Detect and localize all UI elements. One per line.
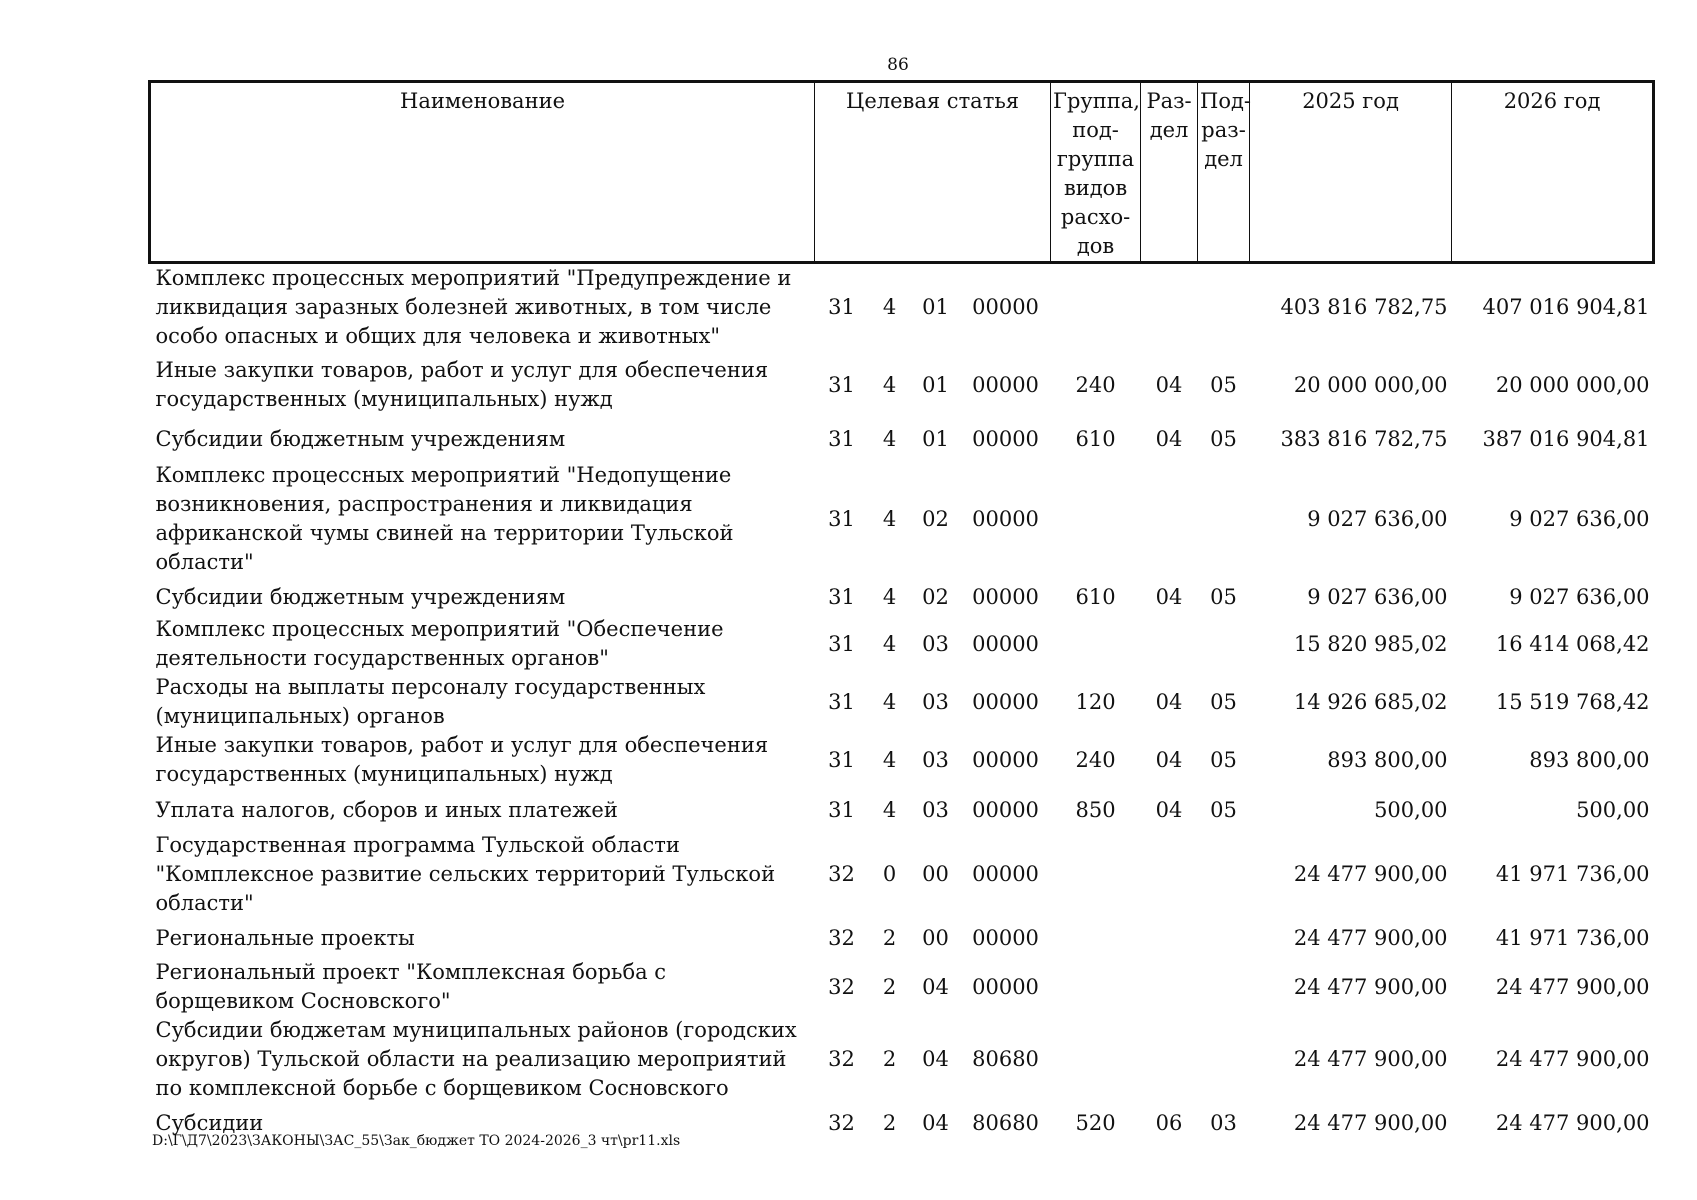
target-code-4: 00000 xyxy=(972,747,1039,772)
budget-table xyxy=(148,80,1655,1143)
target-code-1: 32 xyxy=(828,925,855,950)
target-code-3: 00 xyxy=(922,925,949,950)
row-name: Субсидии бюджетным учреждениям xyxy=(155,584,566,609)
target-code-3: 02 xyxy=(922,506,949,531)
amount-2025: 24 477 900,00 xyxy=(1293,974,1448,999)
header-year-2026: 2026 год xyxy=(1452,82,1654,263)
target-code-1: 31 xyxy=(828,295,855,319)
row-name: Субсидии бюджетам муниципальных районов (городских округов) Тульской области на реализацию мероприятий по комплексной борьбе с борщевиком Сосновского xyxy=(155,1018,797,1100)
target-code-3: 03 xyxy=(922,689,949,714)
table-row xyxy=(150,419,1654,459)
section-code: 04 xyxy=(1155,689,1183,714)
subsection-code: 05 xyxy=(1210,426,1237,451)
section-code: 04 xyxy=(1155,797,1183,822)
target-code-2: 2 xyxy=(882,1110,897,1135)
table-row xyxy=(150,263,1654,352)
page-number: 86 xyxy=(887,55,909,75)
amount-2025: 403 816 782,75 xyxy=(1280,295,1448,319)
row-name: Государственная программа Тульской области "Комплексное развитие сельских территорий Тульской области" xyxy=(155,833,776,915)
target-code-2: 4 xyxy=(882,426,897,451)
row-name: Субсидии бюджетным учреждениям xyxy=(155,426,566,451)
expense-group xyxy=(1051,831,1141,918)
header-name: Наименование xyxy=(150,82,815,263)
row-name: Иные закупки товаров, работ и услуг для обеспечения государственных (муниципальных) нужд xyxy=(155,733,769,786)
amount-2026: 24 477 900,00 xyxy=(1495,974,1650,999)
expense-group: 240 xyxy=(1075,747,1116,772)
section-code: 04 xyxy=(1155,426,1183,451)
row-name: Иные закупки товаров, работ и услуг для обеспечения государственных (муниципальных) нужд xyxy=(155,358,769,411)
section-code xyxy=(1141,459,1198,579)
subsection-code: 05 xyxy=(1210,747,1237,772)
amount-2026: 15 519 768,42 xyxy=(1495,689,1650,714)
amount-2026: 20 000 000,00 xyxy=(1495,372,1650,397)
amount-2025: 15 820 985,02 xyxy=(1293,631,1448,656)
amount-2025: 24 477 900,00 xyxy=(1293,925,1448,950)
section-code: 04 xyxy=(1155,584,1183,609)
expense-group xyxy=(1051,459,1141,579)
target-code-4: 00000 xyxy=(972,925,1039,950)
target-code-3: 04 xyxy=(922,974,949,999)
row-name: Комплекс процессных мероприятий "Недопущение возникновения, распространения и ликвидация африканской чумы свиней на территории Тульской области" xyxy=(155,463,734,574)
target-code-1: 31 xyxy=(828,689,855,714)
table-row xyxy=(150,918,1654,958)
target-code-3: 04 xyxy=(922,1110,949,1135)
row-name: Субсидии xyxy=(155,1110,264,1135)
target-code-2: 4 xyxy=(882,506,897,531)
row-name: Расходы на выплаты персоналу государственных (муниципальных) органов xyxy=(155,675,706,728)
amount-2025: 500,00 xyxy=(1374,797,1448,822)
expense-group xyxy=(1051,1016,1141,1103)
amount-2026: 500,00 xyxy=(1576,797,1650,822)
target-code-2: 4 xyxy=(882,689,897,714)
section-code xyxy=(1141,831,1198,918)
expense-group: 120 xyxy=(1075,689,1116,714)
target-code-2: 4 xyxy=(882,584,897,609)
target-code-4: 00000 xyxy=(972,584,1039,609)
target-code-1: 31 xyxy=(828,747,855,772)
target-code-2: 4 xyxy=(882,372,897,397)
subsection-code: 05 xyxy=(1210,584,1237,609)
target-code-3: 01 xyxy=(922,295,949,319)
subsection-code xyxy=(1198,918,1250,958)
target-code-2: 2 xyxy=(882,974,897,999)
target-code-4: 00000 xyxy=(972,862,1039,886)
amount-2025: 24 477 900,00 xyxy=(1293,862,1448,886)
section-code xyxy=(1141,918,1198,958)
target-code-2: 2 xyxy=(882,1047,897,1071)
section-code xyxy=(1141,263,1198,352)
amount-2025: 383 816 782,75 xyxy=(1280,426,1448,451)
row-name: Региональный проект "Комплексная борьба с борщевиком Сосновского" xyxy=(155,960,667,1013)
target-code-3: 04 xyxy=(922,1047,949,1071)
subsection-code: 05 xyxy=(1210,797,1237,822)
target-code-1: 32 xyxy=(828,974,855,999)
target-code-4: 00000 xyxy=(972,295,1039,319)
target-code-1: 31 xyxy=(828,426,855,451)
expense-group: 520 xyxy=(1075,1110,1116,1135)
expense-group: 850 xyxy=(1075,797,1116,822)
table-row xyxy=(150,673,1654,731)
expense-group xyxy=(1051,918,1141,958)
expense-group xyxy=(1051,615,1141,673)
row-name: Комплекс процессных мероприятий "Предупреждение и ликвидация заразных болезней животных, в том числе особо опасных и общих для человека и животных" xyxy=(155,266,792,348)
target-code-3: 03 xyxy=(922,797,949,822)
section-code xyxy=(1141,615,1198,673)
header-group: Группа, под-группа видов расхо-дов xyxy=(1051,82,1141,263)
header-section: Раз-дел xyxy=(1141,82,1198,263)
header-subsection: Под-раз-дел xyxy=(1198,82,1250,263)
amount-2026: 9 027 636,00 xyxy=(1509,506,1650,531)
target-code-2: 4 xyxy=(882,797,897,822)
table-row xyxy=(150,789,1654,831)
expense-group: 610 xyxy=(1075,584,1116,609)
amount-2026: 41 971 736,00 xyxy=(1495,925,1650,950)
amount-2025: 893 800,00 xyxy=(1327,747,1448,772)
section-code: 04 xyxy=(1155,747,1183,772)
subsection-code xyxy=(1198,459,1250,579)
subsection-code xyxy=(1198,263,1250,352)
target-code-1: 31 xyxy=(828,506,855,531)
header-target-article: Целевая статья xyxy=(815,82,1051,263)
amount-2026: 41 971 736,00 xyxy=(1495,862,1650,886)
row-name: Уплата налогов, сборов и иных платежей xyxy=(155,797,618,822)
table-row xyxy=(150,958,1654,1016)
table-row xyxy=(150,731,1654,789)
target-code-4: 00000 xyxy=(972,974,1039,999)
target-code-3: 03 xyxy=(922,747,949,772)
target-code-2: 4 xyxy=(882,747,897,772)
header-year-2025: 2025 год xyxy=(1250,82,1452,263)
target-code-2: 0 xyxy=(882,862,897,886)
expense-group: 240 xyxy=(1075,372,1116,397)
section-code: 06 xyxy=(1155,1110,1183,1135)
amount-2025: 24 477 900,00 xyxy=(1293,1047,1448,1071)
target-code-1: 31 xyxy=(828,797,855,822)
amount-2026: 24 477 900,00 xyxy=(1495,1110,1650,1135)
target-code-4: 00000 xyxy=(972,372,1039,397)
target-code-2: 4 xyxy=(882,631,897,656)
row-name: Комплекс процессных мероприятий "Обеспечение деятельности государственных органов" xyxy=(155,617,724,670)
section-code xyxy=(1141,1016,1198,1103)
amount-2025: 24 477 900,00 xyxy=(1293,1110,1448,1135)
subsection-code xyxy=(1198,615,1250,673)
table-row xyxy=(150,459,1654,579)
target-code-1: 31 xyxy=(828,584,855,609)
table-row xyxy=(150,831,1654,918)
target-code-4: 80680 xyxy=(972,1047,1039,1071)
amount-2025: 9 027 636,00 xyxy=(1307,584,1448,609)
subsection-code xyxy=(1198,958,1250,1016)
target-code-4: 00000 xyxy=(972,797,1039,822)
expense-group xyxy=(1051,958,1141,1016)
target-code-3: 01 xyxy=(922,426,949,451)
amount-2026: 16 414 068,42 xyxy=(1495,631,1650,656)
amount-2025: 20 000 000,00 xyxy=(1293,372,1448,397)
target-code-2: 2 xyxy=(882,925,897,950)
table-row xyxy=(150,579,1654,615)
target-code-3: 01 xyxy=(922,372,949,397)
target-code-3: 00 xyxy=(922,862,949,886)
amount-2026: 407 016 904,81 xyxy=(1482,295,1650,319)
amount-2026: 893 800,00 xyxy=(1529,747,1650,772)
target-code-2: 4 xyxy=(882,295,897,319)
table-header-row xyxy=(150,82,1654,263)
target-code-1: 32 xyxy=(828,1047,855,1071)
row-name: Региональные проекты xyxy=(155,925,415,950)
target-code-1: 31 xyxy=(828,631,855,656)
expense-group: 610 xyxy=(1075,426,1116,451)
target-code-3: 02 xyxy=(922,584,949,609)
amount-2025: 14 926 685,02 xyxy=(1293,689,1448,714)
table-row xyxy=(150,351,1654,419)
subsection-code xyxy=(1198,1016,1250,1103)
subsection-code xyxy=(1198,831,1250,918)
target-code-4: 00000 xyxy=(972,689,1039,714)
amount-2025: 9 027 636,00 xyxy=(1307,506,1448,531)
subsection-code: 03 xyxy=(1210,1110,1237,1135)
target-code-1: 32 xyxy=(828,1110,855,1135)
target-code-4: 80680 xyxy=(972,1110,1039,1135)
table-row xyxy=(150,1016,1654,1103)
target-code-4: 00000 xyxy=(972,426,1039,451)
amount-2026: 24 477 900,00 xyxy=(1495,1047,1650,1071)
subsection-code: 05 xyxy=(1210,689,1237,714)
expense-group xyxy=(1051,263,1141,352)
subsection-code: 05 xyxy=(1210,372,1237,397)
footer-file-path: D:\Г\Д7\2023\ЗАКОНЫ\ЗАС_55\Зак_бюджет ТО 2024-2026_3 чт\pr11.xls xyxy=(152,1133,681,1149)
section-code xyxy=(1141,958,1198,1016)
section-code: 04 xyxy=(1155,372,1183,397)
target-code-1: 31 xyxy=(828,372,855,397)
target-code-4: 00000 xyxy=(972,506,1039,531)
target-code-3: 03 xyxy=(922,631,949,656)
target-code-4: 00000 xyxy=(972,631,1039,656)
table-row xyxy=(150,615,1654,673)
target-code-1: 32 xyxy=(828,862,855,886)
amount-2026: 9 027 636,00 xyxy=(1509,584,1650,609)
amount-2026: 387 016 904,81 xyxy=(1482,426,1650,451)
